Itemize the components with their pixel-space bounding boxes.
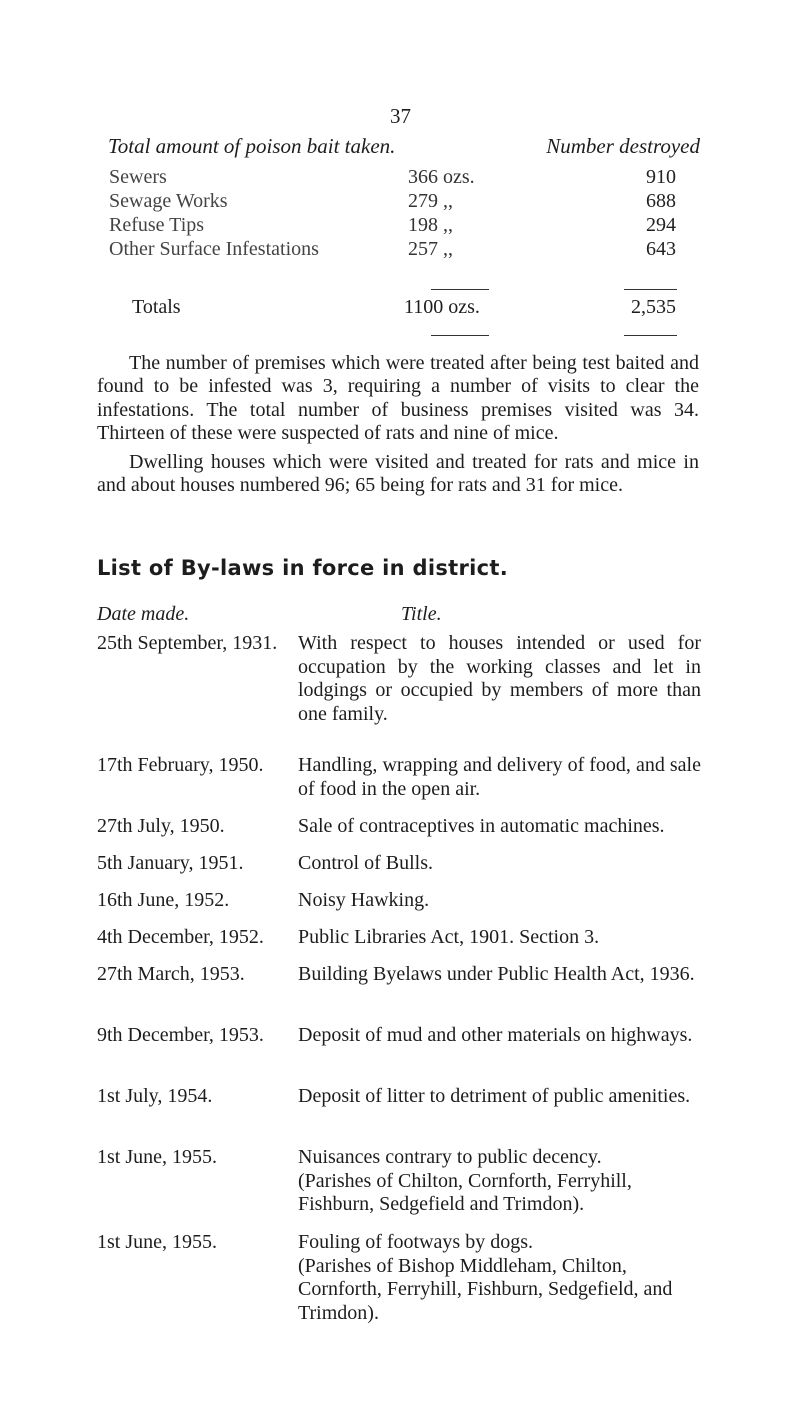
bylaw-title: With respect to houses intended or used for occupation by the working classes and let in lodgings or occupied by members of more than one family. bbox=[298, 632, 701, 725]
row-name: Sewers bbox=[109, 166, 167, 188]
bylaw-date: 25th September, 1931. bbox=[97, 632, 278, 654]
row-destroyed: 688 bbox=[646, 190, 676, 212]
bylaw-date: 9th December, 1953. bbox=[97, 1024, 264, 1046]
paragraph-dwellings: Dwelling houses which were visited and treated for rats and mice in and about houses numbered 96; 65 being for rats and 31 for mice. bbox=[97, 451, 699, 497]
poison-header-right: Number destroyed bbox=[546, 134, 700, 158]
row-amount: 198 ,, bbox=[408, 214, 453, 236]
row-name: Other Surface Infestations bbox=[109, 238, 319, 260]
bylaw-date: 4th December, 1952. bbox=[97, 926, 264, 948]
row-destroyed: 294 bbox=[646, 214, 676, 236]
title-column-header: Title. bbox=[401, 603, 442, 625]
row-amount: 279 ,, bbox=[408, 190, 453, 212]
bylaw-date: 1st June, 1955. bbox=[97, 1231, 217, 1253]
table-row bbox=[108, 238, 708, 262]
row-amount: 257 ,, bbox=[408, 238, 453, 260]
table-row bbox=[108, 190, 708, 214]
bylaw-date: 27th March, 1953. bbox=[97, 963, 245, 985]
totals-destroyed: 2,535 bbox=[631, 296, 676, 318]
table-row bbox=[108, 166, 708, 190]
row-amount: 366 ozs. bbox=[408, 166, 475, 188]
bylaw-date: 27th July, 1950. bbox=[97, 815, 225, 837]
bylaw-title: Handling, wrapping and delivery of food, and sale of food in the open air. bbox=[298, 754, 701, 800]
bylaw-title: Nuisances contrary to public decency. bbox=[298, 1146, 602, 1168]
totals-label: Totals bbox=[132, 296, 181, 318]
bylaw-title: Public Libraries Act, 1901. Section 3. bbox=[298, 926, 600, 948]
row-name: Sewage Works bbox=[109, 190, 228, 212]
amount-rule-bottom bbox=[431, 335, 489, 336]
poison-table-header bbox=[108, 134, 708, 166]
totals-amount: 1100 ozs. bbox=[404, 296, 480, 318]
date-column-header: Date made. bbox=[97, 603, 190, 625]
bylaw-date: 17th February, 1950. bbox=[97, 754, 264, 776]
bylaw-date: 5th January, 1951. bbox=[97, 852, 244, 874]
bylaw-title: Deposit of mud and other materials on highways. bbox=[298, 1024, 693, 1046]
destroyed-rule-bottom bbox=[624, 335, 677, 336]
totals-row bbox=[108, 296, 708, 326]
row-destroyed: 643 bbox=[646, 238, 676, 260]
bylaw-title: Building Byelaws under Public Health Act, 1936. bbox=[298, 963, 695, 985]
bylaw-date: 1st July, 1954. bbox=[97, 1085, 213, 1107]
row-destroyed: 910 bbox=[646, 166, 676, 188]
bylaws-heading: List of By-laws in force in district. bbox=[97, 556, 509, 580]
destroyed-rule-top bbox=[624, 289, 677, 290]
row-name: Refuse Tips bbox=[109, 214, 205, 236]
poison-bait-table bbox=[108, 134, 708, 326]
bylaw-title: Deposit of litter to detriment of public amenities. bbox=[298, 1085, 691, 1107]
bylaw-title: Sale of contraceptives in automatic machines. bbox=[298, 815, 665, 837]
bylaw-title: Control of Bulls. bbox=[298, 852, 434, 874]
bylaw-note: (Parishes of Chilton, Cornforth, Ferryhill, Fishburn, Sedgefield and Trimdon). bbox=[298, 1169, 632, 1215]
bylaw-title: Noisy Hawking. bbox=[298, 889, 430, 911]
amount-rule-top bbox=[431, 289, 489, 290]
paragraph-premises: The number of premises which were treated after being test baited and found to be infested was 3, requiring a number of visits to clear the infestations. The total number of business premises visited was 34. Thirteen of these were suspected of rats and nine of mice. bbox=[97, 352, 699, 445]
bylaw-note: (Parishes of Bishop Middleham, Chilton, Cornforth, Ferryhill, Fishburn, Sedgefield, and Trimdon). bbox=[298, 1254, 673, 1324]
bylaw-title-block bbox=[298, 1146, 701, 1217]
table-row bbox=[108, 214, 708, 238]
poison-header-left: Total amount of poison bait taken. bbox=[108, 134, 396, 158]
bylaw-date: 1st June, 1955. bbox=[97, 1146, 217, 1168]
page-number: 37 bbox=[390, 104, 411, 128]
bylaw-title-block bbox=[298, 1231, 701, 1325]
bylaw-title: Fouling of footways by dogs. bbox=[298, 1231, 533, 1253]
bylaw-date: 16th June, 1952. bbox=[97, 889, 230, 911]
